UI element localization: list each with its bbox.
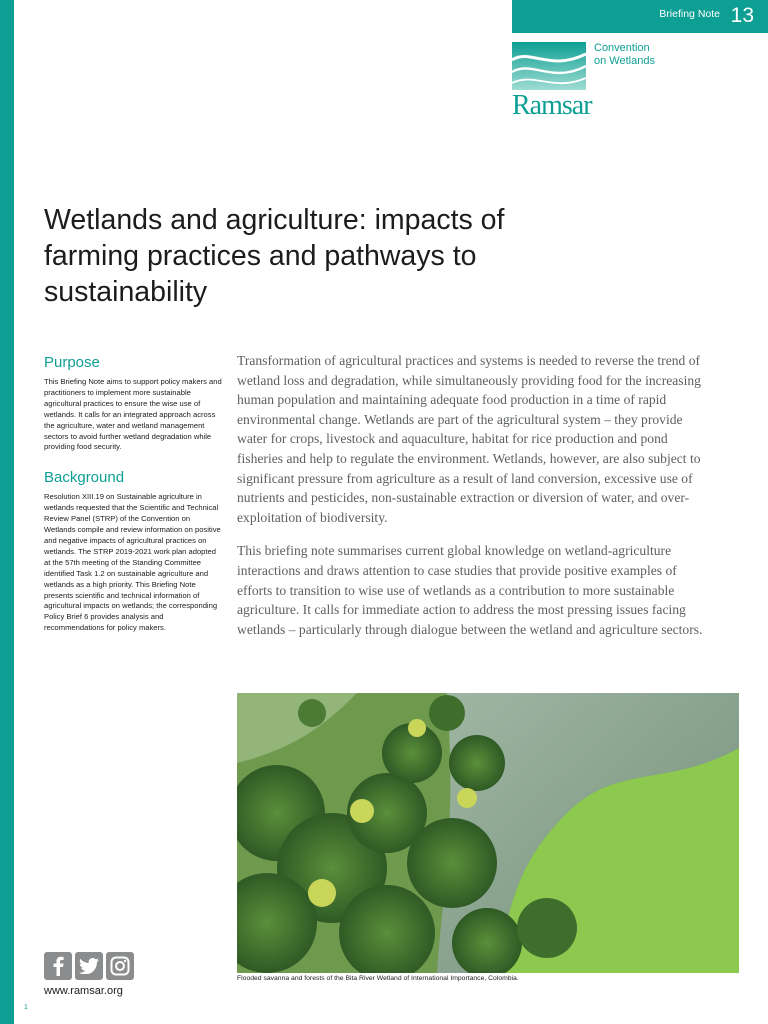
intro-text <box>237 351 707 653</box>
side-accent-bar <box>0 0 14 1024</box>
instagram-icon[interactable] <box>106 952 134 980</box>
page-number: 1 <box>24 1004 28 1011</box>
twitter-icon[interactable] <box>75 952 103 980</box>
series-label: Briefing Note <box>659 8 720 20</box>
intro-paragraph-2: This briefing note summarises current global knowledge on wetland-agriculture interactions and draws attention to case studies that provide positive examples of efforts to transition to wise use of wetlands as a contribution to more sustainable agriculture. It calls for immediate action to address the most pressing issues facing wetlands – particularly through dialogue between the wetland and agriculture sectors. <box>237 543 703 637</box>
photo-caption: Flooded savanna and forests of the Bita River Wetland of International Importance, Colombia. <box>237 975 519 982</box>
wetland-photo <box>237 693 739 973</box>
intro-paragraph-1: Transformation of agricultural practices and systems is needed to reverse the trend of wetland loss and degradation, while simultaneously providing food for the increasing human population and maintaining adequate food production in a time of rapid environmental change. Wetlands are part of the agricultural system – they provide water for crops, livestock and aquaculture, habitat for rice production and pond fisheries and help to regulate the environment. Wetlands, however, are also subject to significant pressure from agriculture as a result of land conversion, excessive use of nutrients and pesticides, non-sustainable extraction or diversion of water, and over-exploitation of biodiversity. <box>237 353 701 525</box>
briefing-note-banner <box>512 0 768 33</box>
facebook-icon[interactable] <box>44 952 72 980</box>
purpose-text: This Briefing Note aims to support policy makers and practitioners to implement more sustainable agricultural practices to ensure the wise use of wetlands. It calls for an integrated approach across the agriculture, water and wetland management sectors to avoid further wetland degradation while providing food security. <box>44 377 222 452</box>
website-link[interactable]: www.ramsar.org <box>44 985 123 997</box>
page-title: Wetlands and agriculture: impacts of farming practices and pathways to sustainability <box>44 204 505 308</box>
series-number: 13 <box>730 4 754 27</box>
logo-tagline-line1: Convention <box>594 42 650 54</box>
sidebar-column <box>44 354 222 650</box>
ramsar-wordmark: Ramsar <box>512 90 592 121</box>
social-icons <box>44 952 134 980</box>
ramsar-logo[interactable] <box>512 42 672 120</box>
logo-tagline-line2: on Wetlands <box>594 55 655 67</box>
background-heading: Background <box>44 469 125 487</box>
purpose-heading: Purpose <box>44 354 100 371</box>
background-text: Resolution XIII.19 on Sustainable agriculture in wetlands requested that the Scientific and Technical Review Panel (STRP) of the Convention on Wetlands compile and review information on positive and negative impacts of agricultural practices on wetlands. The STRP 2019-2021 work plan adopted at the 57th meeting of the Standing Committee identified Task 1.2 on sustainable agriculture and wetlands as a high priority. This Briefing Note presents scientific and technical information of agricultural impacts on wetlands; the corresponding Policy Brief 6 provides analysis and recommendations for policy makers. <box>44 492 221 633</box>
logo-tagline <box>594 42 655 68</box>
